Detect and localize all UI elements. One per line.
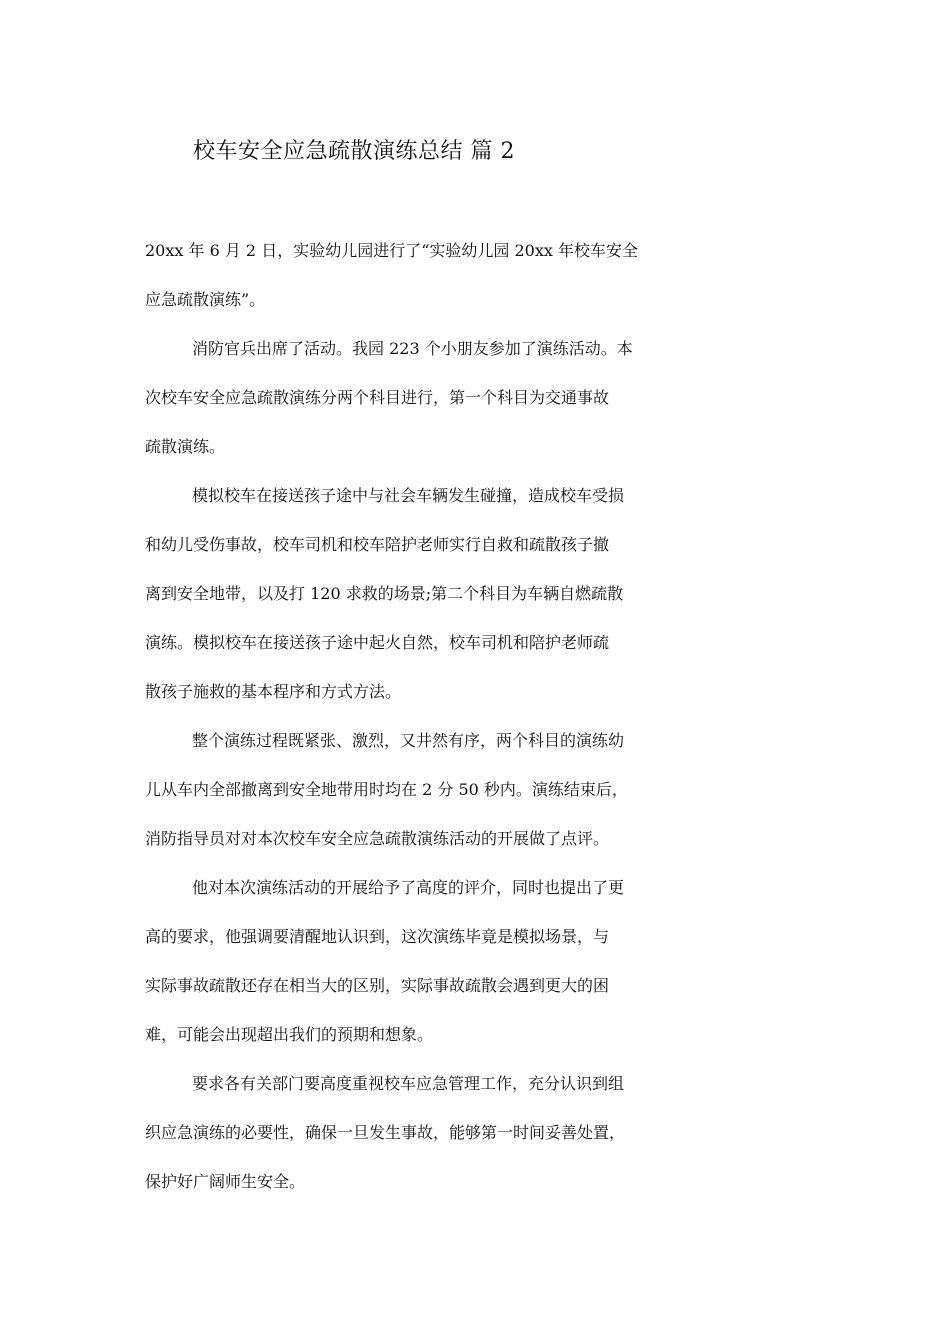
paragraph-line: 模拟校车在接送孩子途中与社会车辆发生碰撞，造成校车受损 (192, 486, 625, 505)
paragraph-line: 次校车安全应急疏散演练分两个科目进行，第一个科目为交通事故 (145, 388, 610, 407)
paragraph-4 (145, 722, 810, 869)
paragraph-line: 难，可能会出现超出我们的预期和想象。 (145, 1025, 434, 1044)
paragraph-line: 消防官兵出席了活动。我园 223 个小朋友参加了演练活动。本 (192, 339, 633, 358)
paragraph-3 (145, 477, 810, 722)
paragraph-1 (145, 232, 810, 330)
paragraph-line: 保护好广阔师生安全。 (145, 1172, 306, 1191)
paragraph-line: 20xx 年 6 月 2 日，实验幼儿园进行了“实验幼儿园 20xx 年校车安全 (145, 241, 638, 260)
paragraph-line: 消防指导员对对本次校车安全应急疏散演练活动的开展做了点评。 (145, 829, 610, 848)
paragraph-line: 儿从车内全部撤离到安全地带用时均在 2 分 50 秒内。演练结束后， (145, 780, 628, 799)
paragraph-line: 离到安全地带，以及打 120 求救的场景;第二个科目为车辆自燃疏散 (145, 584, 624, 603)
paragraph-line: 要求各有关部门要高度重视校车应急管理工作，充分认识到组 (192, 1074, 625, 1093)
document-title: 校车安全应急疏散演练总结 篇 2 (193, 139, 515, 164)
paragraph-line: 和幼儿受伤事故，校车司机和校车陪护老师实行自救和疏散孩子撤 (145, 535, 610, 554)
paragraph-5 (145, 869, 810, 1065)
paragraph-line: 整个演练过程既紧张、激烈，又井然有序，两个科目的演练幼 (192, 731, 625, 750)
paragraph-line: 演练。模拟校车在接送孩子途中起火自然，校车司机和陪护老师疏 (145, 633, 610, 652)
paragraph-line: 实际事故疏散还存在相当大的区别，实际事故疏散会遇到更大的困 (145, 976, 610, 995)
paragraph-line: 高的要求，他强调要清醒地认识到，这次演练毕竟是模拟场景，与 (145, 927, 610, 946)
document-body (145, 232, 810, 1212)
paragraph-2 (145, 330, 810, 477)
paragraph-6 (145, 1065, 810, 1212)
paragraph-line: 散孩子施救的基本程序和方式方法。 (145, 682, 402, 701)
paragraph-line: 应急疏散演练”。 (145, 290, 266, 309)
paragraph-line: 他对本次演练活动的开展给予了高度的评介，同时也提出了更 (192, 878, 625, 897)
paragraph-line: 织应急演练的必要性，确保一旦发生事故，能够第一时间妥善处置， (145, 1123, 626, 1142)
paragraph-line: 疏散演练。 (145, 437, 226, 456)
